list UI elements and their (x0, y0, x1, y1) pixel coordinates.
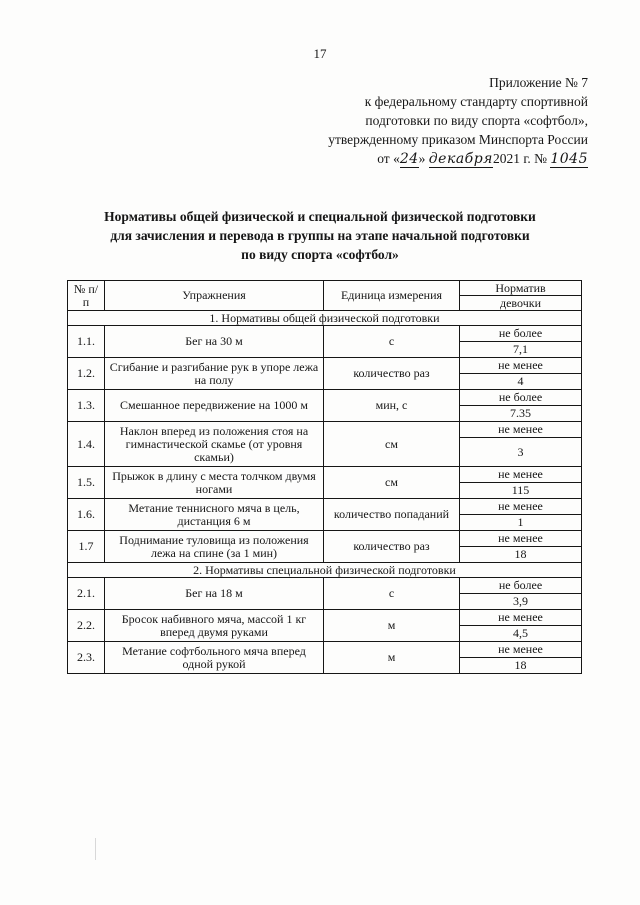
order-number-handwritten: 1045 (550, 151, 588, 167)
row-exercise: Бег на 30 м (105, 326, 324, 358)
date-month-handwritten: декабря (428, 151, 493, 167)
row-value: 7.35 (460, 406, 582, 422)
row-number: 2.1. (68, 578, 105, 610)
row-exercise: Наклон вперед из положения стоя на гимнастической скамье (от уровня скамьи) (105, 422, 324, 467)
table-row (68, 390, 582, 406)
row-qualifier: не менее (460, 499, 582, 515)
row-number: 2.3. (68, 642, 105, 674)
row-unit: количество раз (324, 358, 460, 390)
row-number: 1.6. (68, 499, 105, 531)
row-exercise: Бросок набивного мяча, массой 1 кг вперед двумя руками (105, 610, 324, 642)
row-exercise: Метание теннисного мяча в цель, дистанция 6 м (105, 499, 324, 531)
row-exercise: Бег на 18 м (105, 578, 324, 610)
section-row (68, 563, 582, 578)
row-value: 18 (460, 547, 582, 563)
row-qualifier: не более (460, 390, 582, 406)
row-exercise: Смешанное передвижение на 1000 м (105, 390, 324, 422)
header-exercise: Упражнения (105, 281, 324, 311)
row-unit: м (324, 642, 460, 674)
row-number: 1.3. (68, 390, 105, 422)
section-row (68, 311, 582, 326)
row-value: 4,5 (460, 626, 582, 642)
table-row (68, 499, 582, 515)
row-qualifier: не менее (460, 358, 582, 374)
row-number: 1.1. (68, 326, 105, 358)
row-value: 18 (460, 658, 582, 674)
header-norm: Норматив (460, 281, 582, 296)
table-row (68, 610, 582, 626)
row-qualifier: не более (460, 578, 582, 594)
table-row (68, 467, 582, 483)
table-row (68, 358, 582, 374)
scan-mark (95, 838, 96, 860)
row-exercise: Метание софтбольного мяча вперед одной рукой (105, 642, 324, 674)
row-unit: см (324, 467, 460, 499)
row-unit: количество попаданий (324, 499, 460, 531)
row-unit: см (324, 422, 460, 467)
page-number: 17 (313, 46, 327, 61)
table-row (68, 531, 582, 547)
row-qualifier: не более (460, 326, 582, 342)
row-number: 1.5. (68, 467, 105, 499)
row-exercise: Прыжок в длину с места толчком двумя ногами (105, 467, 324, 499)
table-row (68, 642, 582, 658)
row-value: 3,9 (460, 594, 582, 610)
date-mid: » (418, 151, 426, 166)
appendix-title: Приложение № 7 (489, 75, 588, 90)
date-day-handwritten: 24 (399, 151, 419, 167)
table-row (68, 422, 582, 438)
header-girls: девочки (460, 296, 582, 311)
appendix-date-line (328, 149, 588, 169)
row-number: 2.2. (68, 610, 105, 642)
section-title: 1. Нормативы общей физической подготовки (68, 311, 582, 326)
row-number: 1.7 (68, 531, 105, 563)
row-value: 7,1 (460, 342, 582, 358)
appendix-standard: к федеральному стандарту спортивной (364, 94, 588, 109)
row-qualifier: не менее (460, 467, 582, 483)
title-line-1: Нормативы общей физической и специальной физической подготовки (104, 209, 536, 224)
row-number: 1.2. (68, 358, 105, 390)
row-value: 115 (460, 483, 582, 499)
document-title (0, 207, 640, 264)
row-unit: м (324, 610, 460, 642)
row-unit: количество раз (324, 531, 460, 563)
row-value: 4 (460, 374, 582, 390)
row-qualifier: не менее (460, 422, 582, 438)
row-exercise: Поднимание туловища из положения лежа на спине (за 1 мин) (105, 531, 324, 563)
date-prefix: от « (377, 151, 400, 166)
row-qualifier: не менее (460, 642, 582, 658)
row-unit: с (324, 326, 460, 358)
row-value: 1 (460, 515, 582, 531)
section-title: 2. Нормативы специальной физической подготовки (68, 563, 582, 578)
row-value: 3 (460, 438, 582, 467)
table-row (68, 326, 582, 342)
row-exercise: Сгибание и разгибание рук в упоре лежа на полу (105, 358, 324, 390)
appendix-sport: подготовки по виду спорта «софтбол», (365, 113, 588, 128)
row-number: 1.4. (68, 422, 105, 467)
header-unit: Единица измерения (324, 281, 460, 311)
row-unit: с (324, 578, 460, 610)
appendix-order: утвержденному приказом Минспорта России (328, 132, 588, 147)
row-unit: мин, с (324, 390, 460, 422)
row-qualifier: не менее (460, 610, 582, 626)
appendix-header (328, 73, 588, 169)
header-num: № п/п (68, 281, 105, 311)
table-row (68, 578, 582, 594)
table-header-row (68, 281, 582, 296)
row-qualifier: не менее (460, 531, 582, 547)
norms-table (67, 280, 582, 674)
date-year: 2021 г. № (492, 151, 547, 166)
title-line-3: по виду спорта «софтбол» (241, 247, 399, 262)
title-line-2: для зачисления и перевода в группы на этапе начальной подготовки (110, 228, 530, 243)
